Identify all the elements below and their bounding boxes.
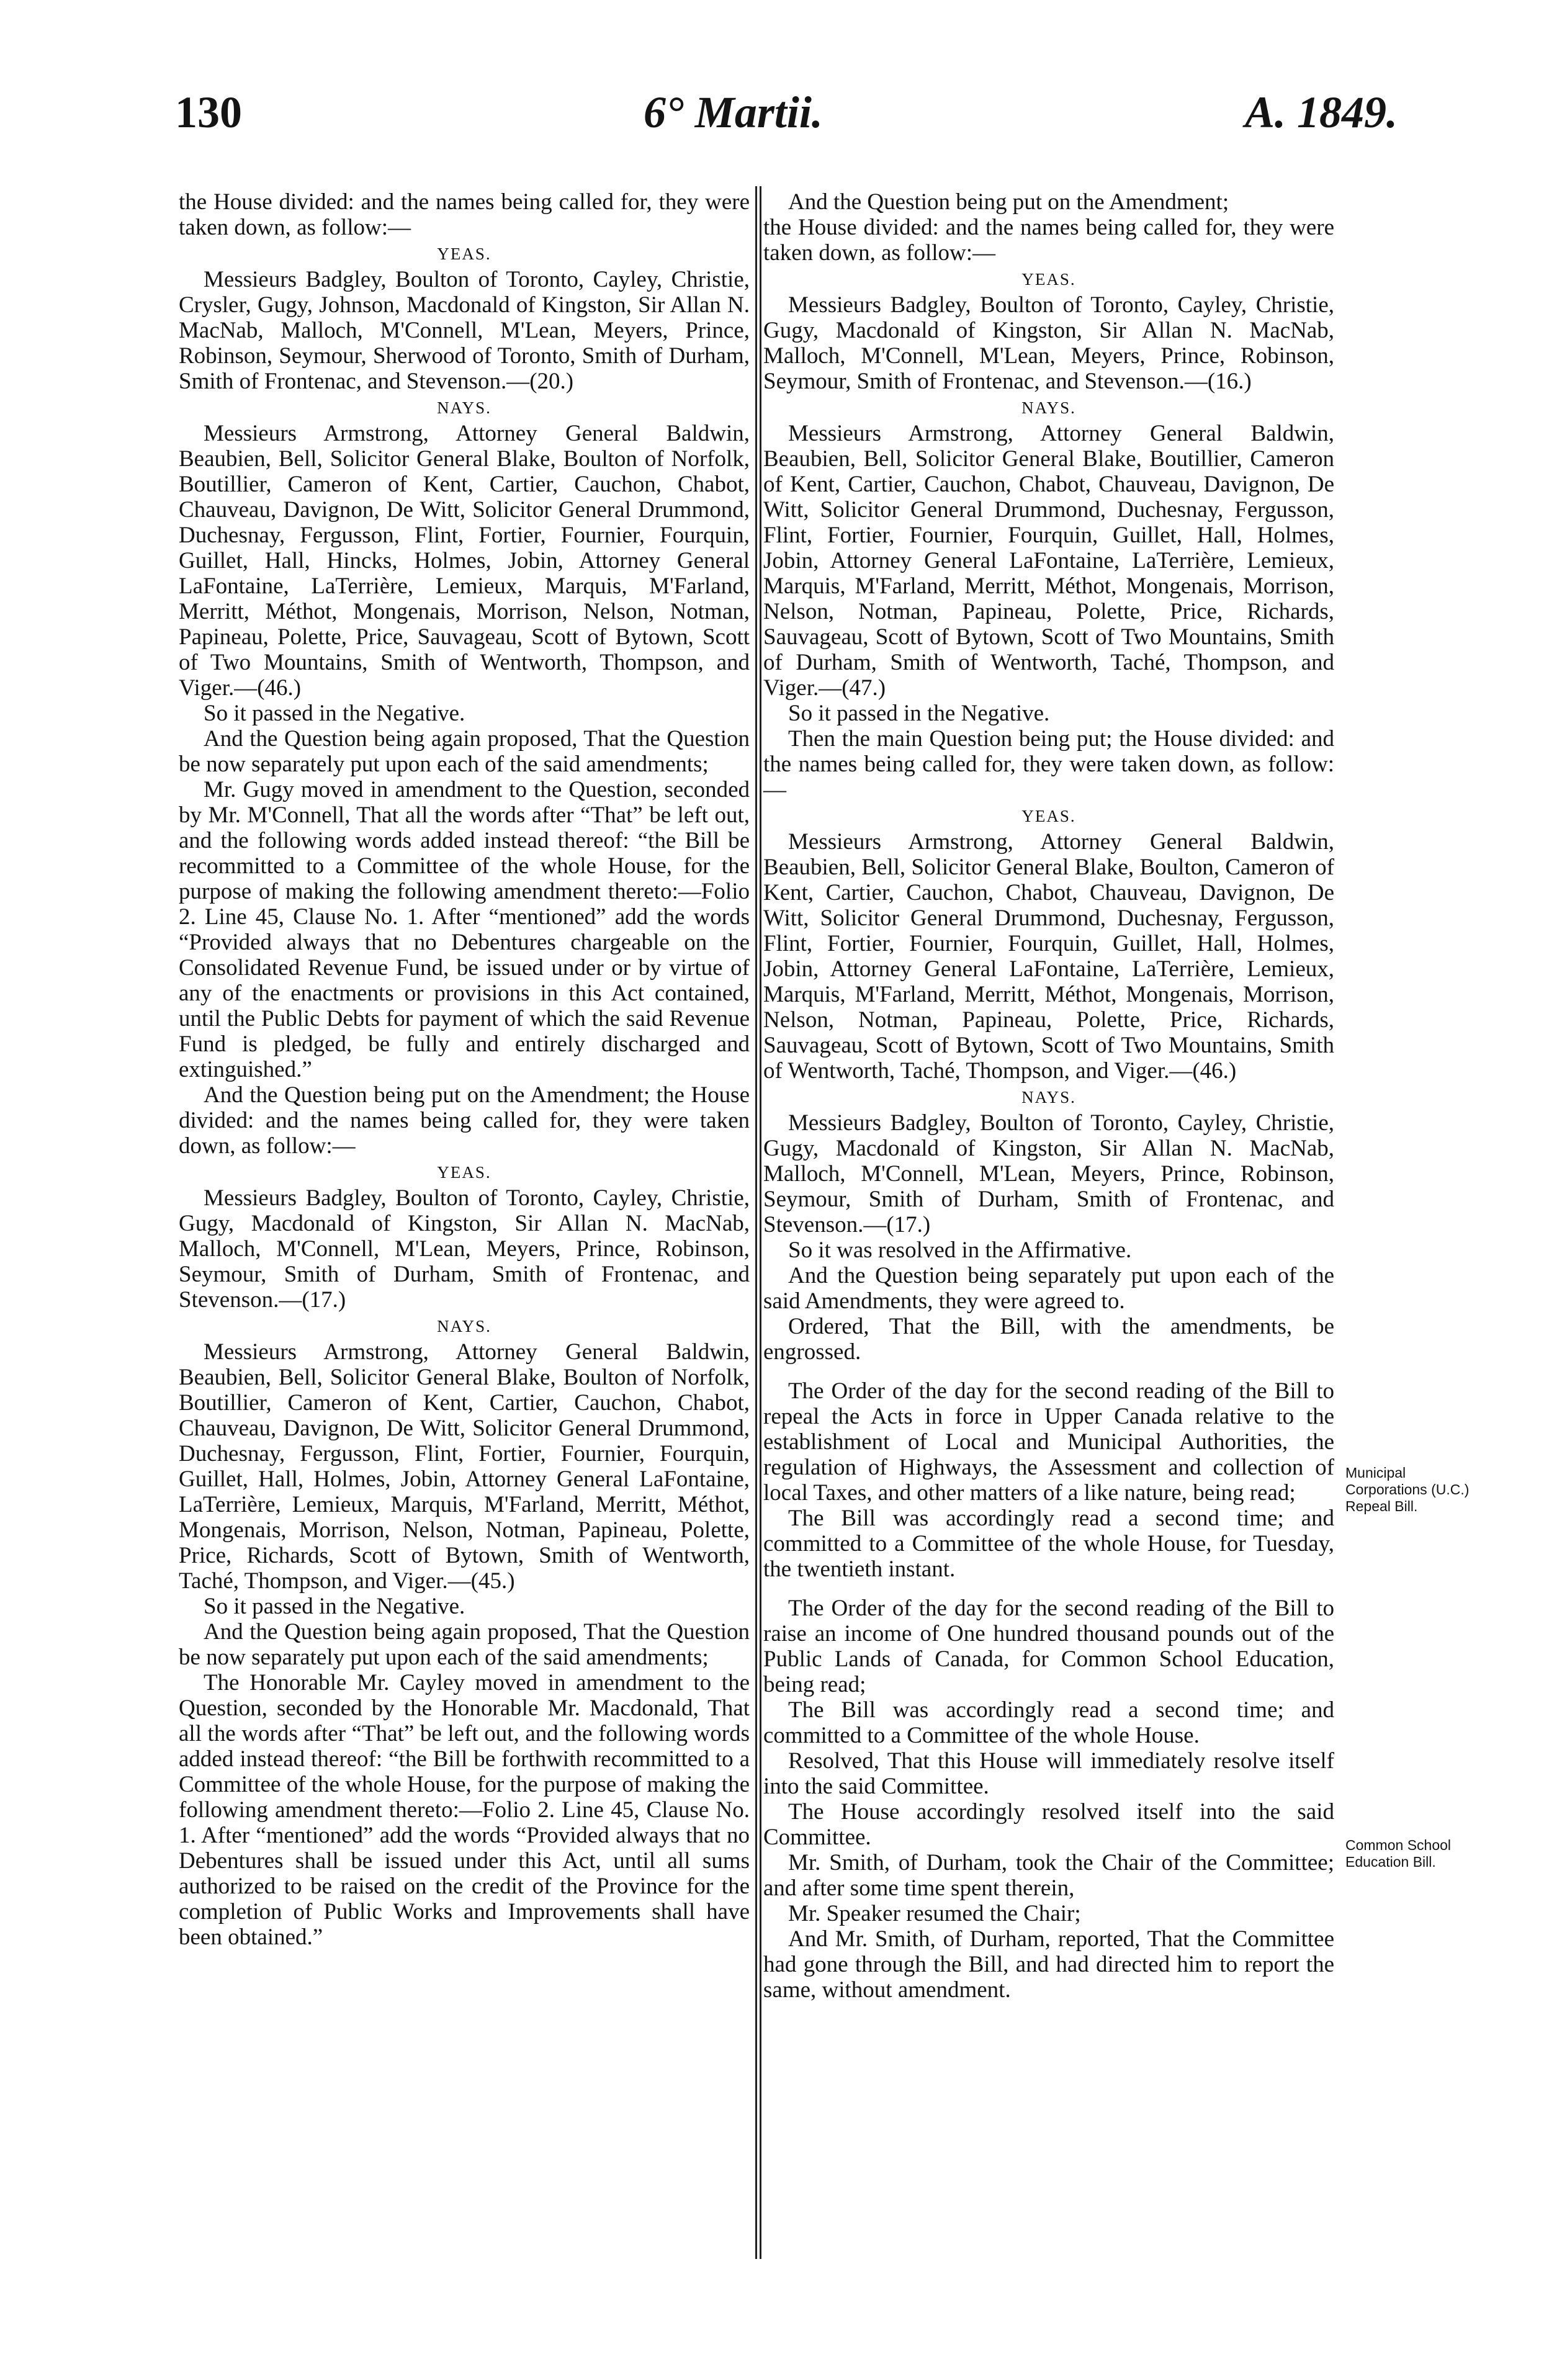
column-divider bbox=[755, 186, 757, 2259]
paragraph: The Bill was accordingly read a second time; and committed to a Committee of the whole House. bbox=[763, 1697, 1334, 1748]
paragraph: The Order of the day for the second reading of the Bill to raise an income of One hundred thousand pounds out of the Public Lands of Canada, for Common School Education, being read; bbox=[763, 1596, 1334, 1697]
vote-heading: NAYS. bbox=[1021, 1088, 1076, 1107]
vote-heading: YEAS. bbox=[1021, 807, 1076, 825]
paragraph: And the Question being put on the Amendment; the House divided: and the names being called for, they were taken down, as follow:— bbox=[179, 1082, 750, 1159]
paragraph: So it passed in the Negative. bbox=[204, 1594, 465, 1619]
paragraph: Mr. Smith, of Durham, took the Chair of the Committee; and after some time spent therein, bbox=[763, 1850, 1334, 1901]
paragraph: The Honorable Mr. Cayley moved in amendment to the Question, seconded by the Honorable Mr. Macdonald, That all the words after “That” be left out, and the following words added instead thereof: “the Bill be forthwith recommitted to a Committee of the whole House, for the purpose of making the following amendment thereto:—Folio 2. Line 45, Clause No. 1. After “mentioned” add the words “Provided always that no Debentures shall be issued under this Act, until all sums authorized to be raised on the credit of the Province for the completion of Public Works and Improvements shall have been obtained.” bbox=[179, 1670, 750, 1950]
paragraph: Messieurs Badgley, Boulton of Toronto, Cayley, Christie, Crysler, Gugy, Johnson, Macdonald of Kingston, Sir Allan N. MacNab, Malloch, M'Connell, M'Lean, Meyers, Prince, Robinson, Seymour, Sherwood of Toronto, Smith of Durham, Smith of Frontenac, and Stevenson.—(20.) bbox=[179, 267, 750, 394]
vote-heading: YEAS. bbox=[437, 1163, 491, 1182]
paragraph: Messieurs Badgley, Boulton of Toronto, Cayley, Christie, Gugy, Macdonald of Kingston, Sir Allan N. MacNab, Malloch, M'Connell, M'Lean, Meyers, Prince, Robinson, Seymour, Smith of Frontenac, and Stevenson.—(16.) bbox=[763, 292, 1334, 394]
vote-heading: YEAS. bbox=[437, 245, 491, 263]
paragraph: Mr. Speaker resumed the Chair; bbox=[788, 1901, 1081, 1926]
paragraph: And the Question being again proposed, That the Question be now separately put upon each of the said amendments; bbox=[179, 726, 750, 777]
paragraph: And the Question being put on the Amendment; bbox=[788, 189, 1229, 215]
paragraph: And the Question being separately put upon each of the said Amendments, they were agreed to. bbox=[763, 1263, 1334, 1314]
paragraph: So it passed in the Negative. bbox=[204, 701, 465, 726]
paragraph: Then the main Question being put; the House divided: and the names being called for, they were taken down, as follow:— bbox=[763, 726, 1334, 802]
page-header bbox=[175, 87, 1398, 143]
paragraph: Messieurs Badgley, Boulton of Toronto, Cayley, Christie, Gugy, Macdonald of Kingston, Sir Allan N. MacNab, Malloch, M'Connell, M'Lean, Meyers, Prince, Robinson, Seymour, Smith of Durham, Smith of Frontenac, and Stevenson.—(17.) bbox=[763, 1110, 1334, 1237]
paragraph: And the Question being again proposed, That the Question be now separately put upon each of the said amendments; bbox=[179, 1619, 750, 1670]
paragraph: So it was resolved in the Affirmative. bbox=[788, 1237, 1132, 1263]
page-year: A. 1849. bbox=[1244, 88, 1398, 137]
paragraph: Messieurs Badgley, Boulton of Toronto, Cayley, Christie, Gugy, Macdonald of Kingston, Sir Allan N. MacNab, Malloch, M'Connell, M'Lean, Meyers, Prince, Robinson, Seymour, Smith of Durham, Smith of Frontenac, and Stevenson.—(17.) bbox=[179, 1185, 750, 1313]
paragraph: Resolved, That this House will immediately resolve itself into the said Committee. bbox=[763, 1748, 1334, 1799]
section-separator bbox=[763, 1365, 1334, 1378]
paragraph-continuation: the House divided: and the names being called for, they were taken down, as follow:— bbox=[179, 189, 750, 240]
left-column bbox=[179, 189, 750, 1950]
vote-heading: YEAS. bbox=[1021, 270, 1076, 289]
vote-heading: NAYS. bbox=[437, 398, 491, 417]
margin-note-municipal: Municipal Corporations (U.C.) Repeal Bill. bbox=[1345, 1465, 1470, 1514]
vote-heading: NAYS. bbox=[1021, 398, 1076, 417]
paragraph: The House accordingly resolved itself into the said Committee. bbox=[763, 1799, 1334, 1850]
paragraph: And Mr. Smith, of Durham, reported, That the Committee had gone through the Bill, and had directed him to report the same, without amendment. bbox=[763, 1926, 1334, 2003]
paragraph-continuation: the House divided: and the names being called for, they were taken down, as follow:— bbox=[763, 215, 1334, 266]
section-separator bbox=[763, 1582, 1334, 1596]
paragraph: Messieurs Armstrong, Attorney General Baldwin, Beaubien, Bell, Solicitor General Blake, Boulton, Cameron of Kent, Cartier, Cauchon, Chabot, Chauveau, Davignon, De Witt, Solicitor General Drummond, Duchesnay, Fergusson, Flint, Fortier, Fournier, Fourquin, Guillet, Hall, Holmes, Jobin, Attorney General LaFontaine, LaTerrière, Lemieux, Marquis, M'Farland, Merritt, Méthot, Mongenais, Morrison, Nelson, Notman, Papineau, Polette, Price, Richards, Sauvageau, Scott of Bytown, Scott of Two Mountains, Smith of Wentworth, Taché, Thompson, and Viger.—(46.) bbox=[763, 829, 1334, 1084]
paragraph: Mr. Gugy moved in amendment to the Question, seconded by Mr. M'Connell, That all the words after “That” be left out, and the following words added instead thereof: “the Bill be recommitted to a Committee of the whole House, for the purpose of making the following amendment thereto:—Folio 2. Line 45, Clause No. 1. After “mentioned” add the words “Provided always that no Debentures chargeable on the Consolidated Revenue Fund, be issued under or by virtue of any of the enactments or provisions in this Act contained, until the Public Debts for payment of which the said Revenue Fund is pledged, be fully and entirely discharged and extinguished.” bbox=[179, 777, 750, 1082]
paragraph: So it passed in the Negative. bbox=[788, 701, 1050, 726]
paragraph: The Order of the day for the second reading of the Bill to repeal the Acts in force in Upper Canada relative to the establishment of Local and Municipal Authorities, the regulation of Highways, the Assessment and collection of local Taxes, and other matters of a like nature, being read; bbox=[763, 1378, 1334, 1506]
right-column bbox=[763, 189, 1334, 2003]
page-date: 6° Martii. bbox=[644, 88, 823, 137]
column-divider bbox=[760, 186, 761, 2259]
page-number: 130 bbox=[175, 88, 242, 137]
paragraph: Ordered, That the Bill, with the amendments, be engrossed. bbox=[763, 1314, 1334, 1365]
margin-note-school: Common School Education Bill. bbox=[1345, 1837, 1452, 1870]
paragraph: The Bill was accordingly read a second time; and committed to a Committee of the whole House, for Tuesday, the twentieth instant. bbox=[763, 1506, 1334, 1582]
paragraph: Messieurs Armstrong, Attorney General Baldwin, Beaubien, Bell, Solicitor General Blake, Boutillier, Cameron of Kent, Cartier, Cauchon, Chabot, Chauveau, Davignon, De Witt, Solicitor General Drummond, Duchesnay, Fergusson, Flint, Fortier, Fournier, Fourquin, Guillet, Hall, Holmes, Jobin, Attorney General LaFontaine, LaTerrière, Lemieux, Marquis, M'Farland, Merritt, Méthot, Mongenais, Morrison, Nelson, Notman, Papineau, Polette, Price, Richards, Sauvageau, Scott of Bytown, Scott of Two Mountains, Smith of Durham, Smith of Wentworth, Taché, Thompson, and Viger.—(47.) bbox=[763, 421, 1334, 701]
vote-heading: NAYS. bbox=[437, 1317, 491, 1336]
paragraph: Messieurs Armstrong, Attorney General Baldwin, Beaubien, Bell, Solicitor General Blake, Boulton of Norfolk, Boutillier, Cameron of Kent, Cartier, Cauchon, Chabot, Chauveau, Davignon, De Witt, Solicitor General Drummond, Duchesnay, Fergusson, Flint, Fortier, Fournier, Fourquin, Guillet, Hall, Hincks, Holmes, Jobin, Attorney General LaFontaine, LaTerrière, Lemieux, Marquis, M'Farland, Merritt, Méthot, Mongenais, Morrison, Nelson, Notman, Papineau, Polette, Price, Sauvageau, Scott of Bytown, Scott of Two Mountains, Smith of Wentworth, Thompson, and Viger.—(46.) bbox=[179, 421, 750, 701]
paragraph: Messieurs Armstrong, Attorney General Baldwin, Beaubien, Bell, Solicitor General Blake, Boulton of Norfolk, Boutillier, Cameron of Kent, Cartier, Cauchon, Chabot, Chauveau, Davignon, De Witt, Solicitor General Drummond, Duchesnay, Fergusson, Flint, Fortier, Fournier, Fourquin, Guillet, Hall, Holmes, Jobin, Attorney General LaFontaine, LaTerrière, Lemieux, Marquis, M'Farland, Merritt, Méthot, Mongenais, Morrison, Nelson, Notman, Papineau, Polette, Price, Richards, Scott of Bytown, Smith of Wentworth, Taché, Thompson, and Viger.—(45.) bbox=[179, 1339, 750, 1594]
